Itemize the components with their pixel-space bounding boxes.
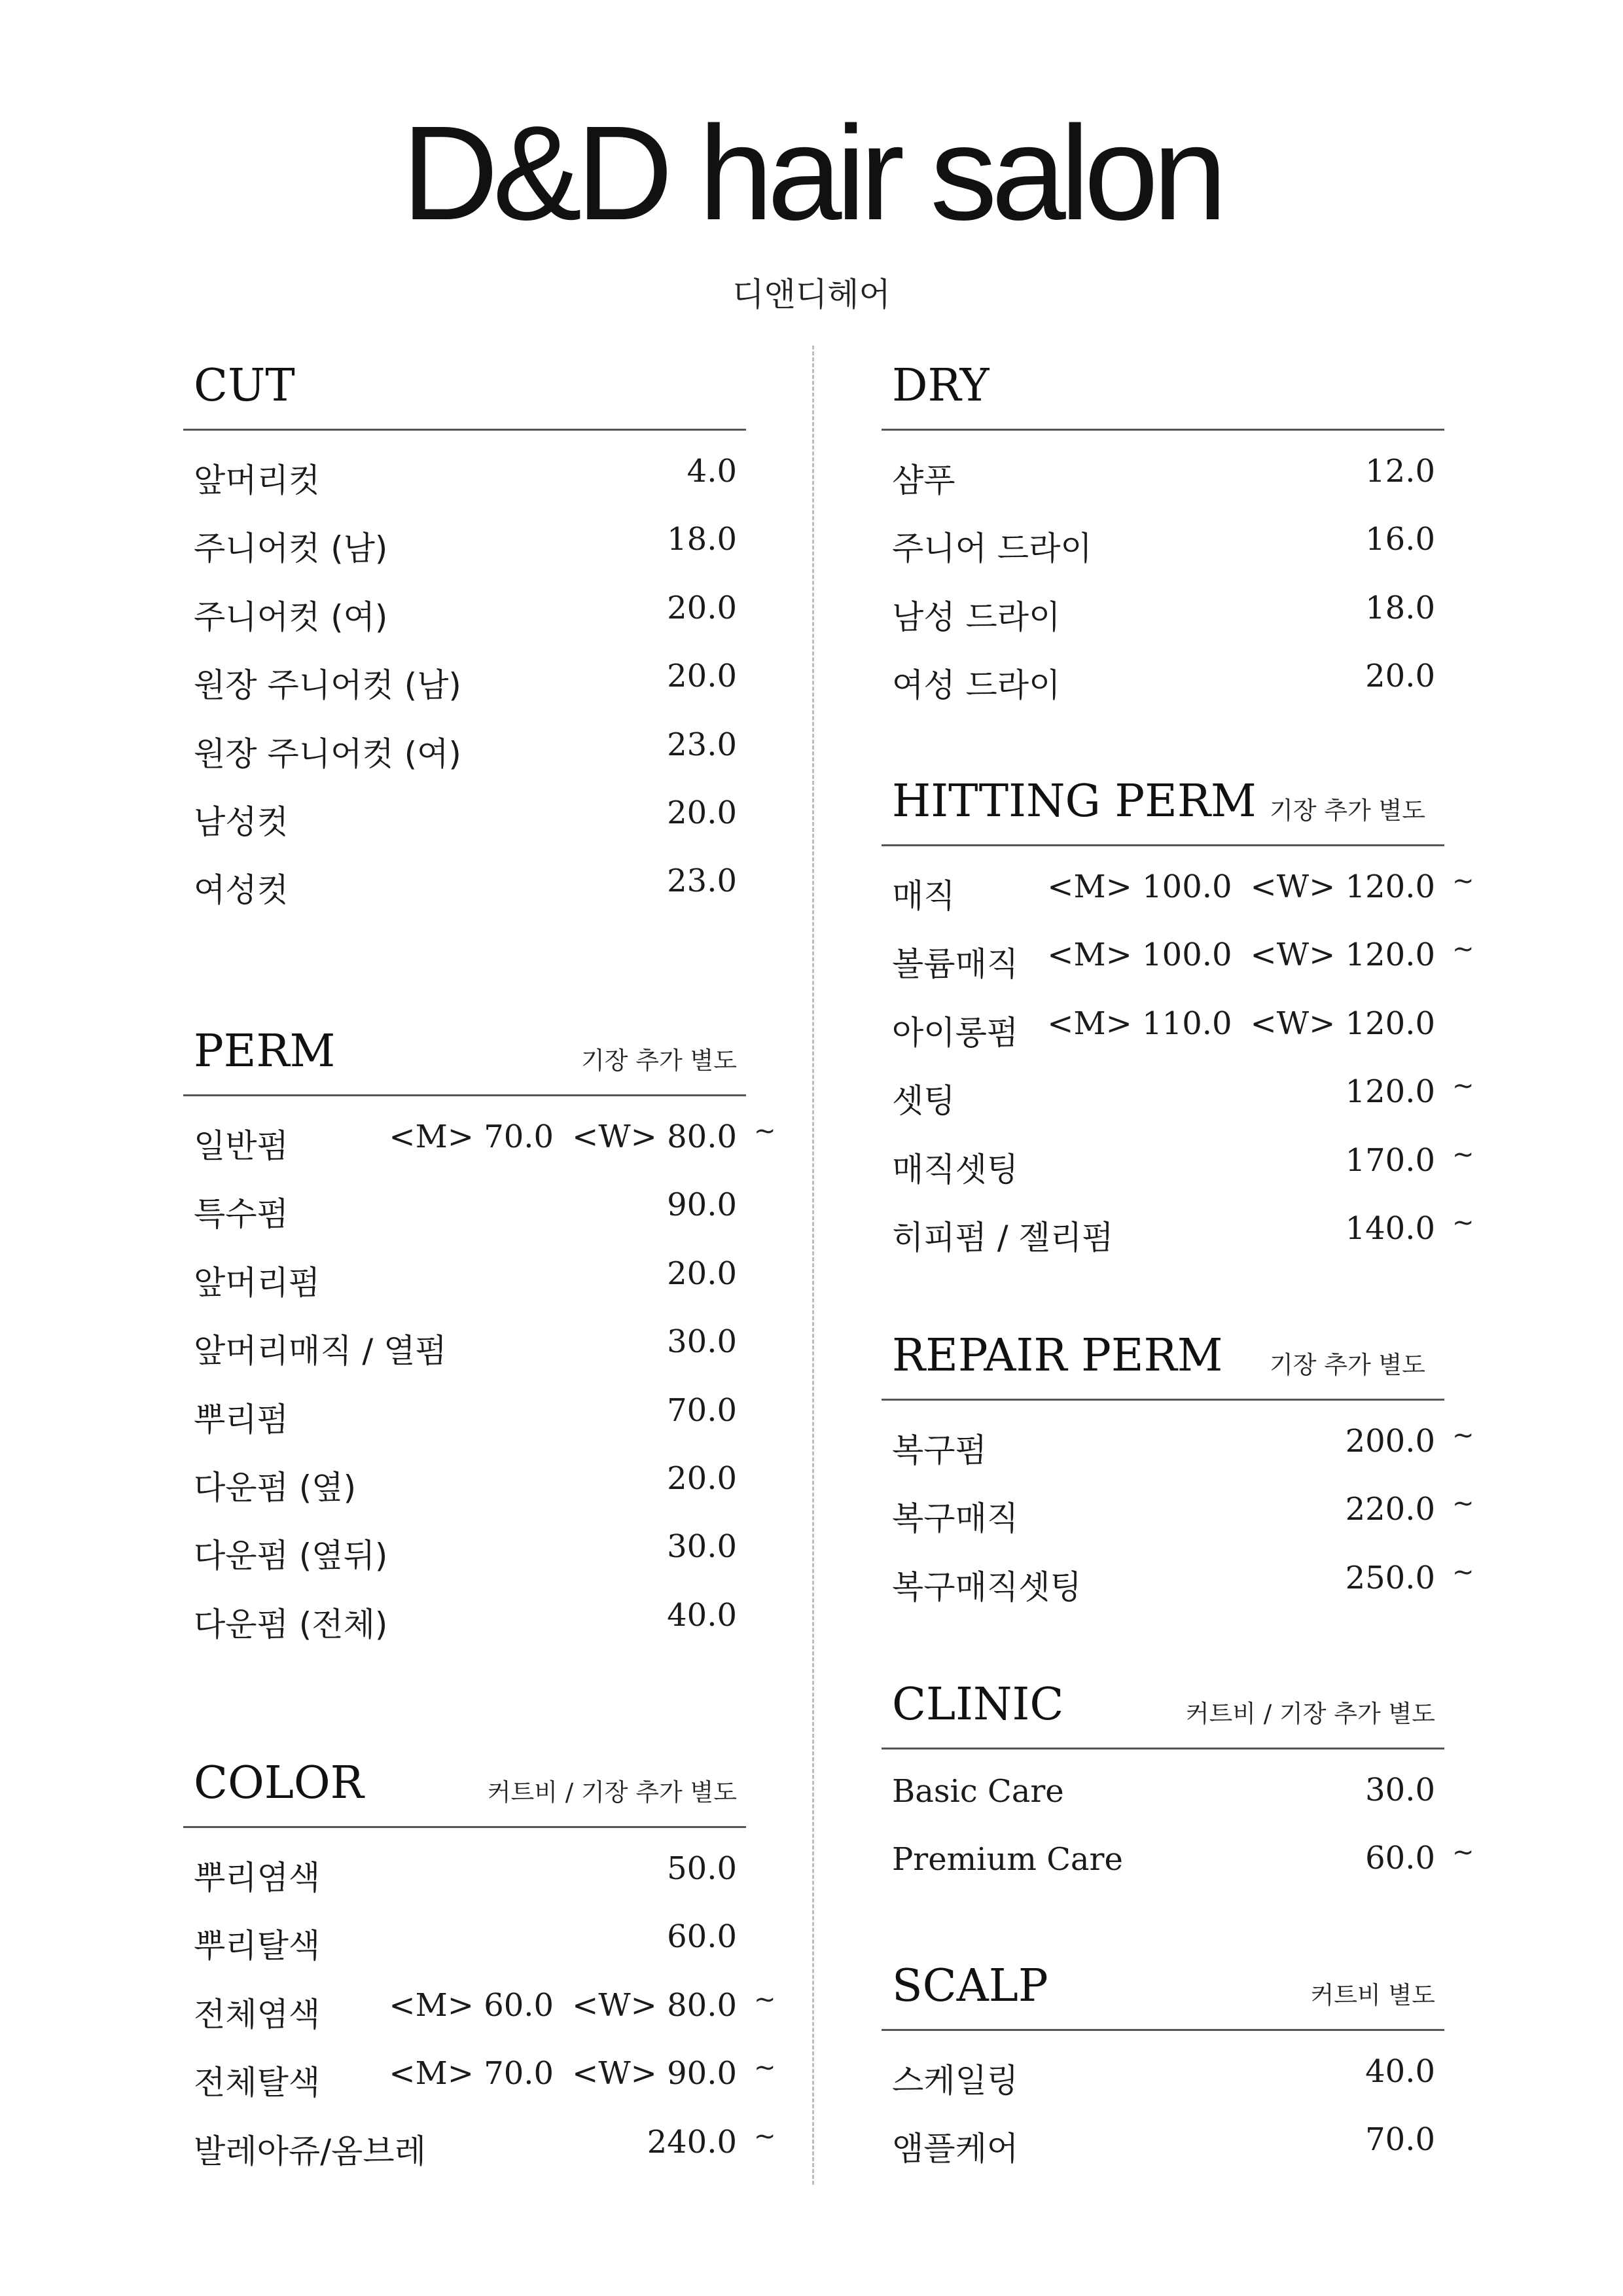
price-from-tilde: ~ — [754, 2053, 776, 2083]
section-items — [183, 1839, 776, 2180]
menu-item — [183, 715, 746, 783]
item-name: 발레아쥬/옴브레 — [194, 2132, 426, 2170]
section-title: COLOR — [194, 1757, 364, 1809]
menu-section-dry — [882, 357, 1444, 715]
item-name: 샴푸 — [892, 461, 955, 499]
price-from-tilde: ~ — [1452, 1488, 1474, 1519]
menu-section-color — [183, 1754, 776, 2180]
item-price — [389, 1987, 737, 2024]
item-price — [1047, 1005, 1435, 1042]
menu-item — [882, 994, 1444, 1062]
menu-item — [183, 1312, 746, 1380]
item-name: 앞머리컷 — [194, 461, 321, 499]
item-name: 뿌리펌 — [194, 1400, 289, 1439]
price-women: <W> 120.0 — [1250, 869, 1435, 905]
item-price — [1047, 937, 1435, 973]
menu-item — [882, 1411, 1474, 1479]
item-name: 일반펌 — [194, 1127, 289, 1165]
price-from-tilde: ~ — [1452, 866, 1474, 896]
price-men: <M> 70.0 — [389, 1119, 554, 1155]
salon-korean-name: 디앤디헤어 — [732, 276, 891, 314]
menu-item — [183, 1244, 746, 1312]
section-items — [882, 2041, 1444, 2178]
item-price: 200.0 — [1345, 1423, 1435, 1460]
price-from-tilde: ~ — [1452, 934, 1474, 965]
item-price: 20.0 — [1365, 658, 1435, 695]
item-price: 30.0 — [667, 1528, 737, 1566]
section-title: REPAIR PERM — [892, 1330, 1223, 1382]
item-name: 남성 드라이 — [892, 598, 1061, 636]
item-name: 다운펌 (옆) — [194, 1468, 357, 1507]
item-name: 주니어컷 (여) — [194, 598, 388, 636]
menu-item — [882, 646, 1444, 714]
menu-item — [882, 1548, 1474, 1616]
menu-item — [882, 441, 1444, 509]
item-name: 주니어컷 (남) — [194, 529, 388, 568]
menu-item — [183, 1975, 776, 2043]
menu-item — [183, 1839, 746, 1907]
item-price: 70.0 — [1365, 2121, 1435, 2159]
item-price: 18.0 — [1365, 589, 1435, 626]
item-name: 남성컷 — [194, 802, 289, 841]
price-women: <W> 90.0 — [572, 2055, 737, 2092]
item-name: 앞머리펌 — [194, 1263, 321, 1302]
item-price: 12.0 — [1365, 453, 1435, 490]
menu-section-scalp — [882, 1957, 1444, 2178]
price-from-tilde: ~ — [1452, 1207, 1474, 1238]
item-price: 90.0 — [667, 1187, 737, 1224]
price-women: <W> 120.0 — [1250, 937, 1435, 974]
item-price: 140.0 — [1345, 1210, 1435, 1247]
menu-item — [882, 925, 1474, 993]
item-name: 복구펌 — [892, 1431, 987, 1469]
item-name: 앰플케어 — [892, 2130, 1019, 2168]
menu-section-hitting-perm — [882, 772, 1474, 1266]
menu-item — [882, 578, 1444, 646]
section-header — [183, 1754, 746, 1828]
item-name: 복구매직셋팅 — [892, 1568, 1082, 1606]
item-name: 스케일링 — [892, 2062, 1019, 2100]
item-price — [1047, 869, 1435, 905]
section-note: 기장 추가 별도 — [581, 1047, 737, 1075]
menu-item — [183, 783, 746, 851]
section-items — [882, 1411, 1474, 1616]
menu-section-clinic — [882, 1676, 1474, 1897]
section-header — [882, 772, 1444, 846]
price-from-tilde: ~ — [754, 2121, 776, 2151]
item-name: 뿌리탈색 — [194, 1927, 321, 1965]
salon-logo: D&D hair salon — [401, 98, 1222, 248]
section-header — [882, 1327, 1444, 1401]
item-price: 23.0 — [667, 863, 737, 900]
section-note: 기장 추가 별도 — [1270, 1351, 1425, 1379]
menu-item — [183, 646, 746, 714]
item-name: 여성컷 — [194, 871, 289, 910]
menu-item — [183, 2112, 776, 2180]
item-name: 특수펌 — [194, 1195, 289, 1234]
item-price: 18.0 — [667, 521, 737, 558]
item-price: 120.0 — [1345, 1073, 1435, 1111]
section-items — [183, 441, 746, 920]
item-name: 볼륨매직 — [892, 945, 1019, 984]
section-note: 기장 추가 별도 — [1270, 797, 1425, 825]
item-name: 여성 드라이 — [892, 666, 1061, 705]
menu-item — [882, 1198, 1474, 1266]
price-men: <M> 70.0 — [389, 2055, 554, 2092]
price-from-tilde: ~ — [1452, 1071, 1474, 1102]
menu-section-repair-perm — [882, 1327, 1474, 1616]
item-price: 40.0 — [1365, 2053, 1435, 2090]
price-men: <M> 110.0 — [1047, 1005, 1232, 1042]
item-name: 다운펌 (옆뒤) — [194, 1537, 388, 1575]
section-note: 커트비 / 기장 추가 별도 — [1185, 1700, 1435, 1728]
menu-item — [882, 1760, 1444, 1828]
price-from-tilde: ~ — [1452, 1420, 1474, 1450]
item-price: 60.0 — [1365, 1840, 1435, 1877]
item-name: 히피펌 / 젤리펌 — [892, 1218, 1114, 1257]
section-title: HITTING PERM — [892, 776, 1257, 827]
price-women: <W> 80.0 — [572, 1986, 737, 2024]
menu-item — [183, 509, 746, 577]
item-price — [389, 1119, 737, 1155]
item-price: 60.0 — [667, 1918, 737, 1956]
item-price: 220.0 — [1345, 1491, 1435, 1528]
item-price — [389, 2055, 737, 2092]
item-name: 전체염색 — [194, 1995, 321, 2034]
item-price: 30.0 — [1365, 1772, 1435, 1808]
item-price: 20.0 — [667, 1255, 737, 1292]
menu-item — [183, 2043, 776, 2111]
menu-item — [882, 509, 1444, 577]
section-header — [882, 1957, 1444, 2031]
menu-item — [183, 441, 746, 509]
item-name: 복구매직 — [892, 1499, 1019, 1538]
item-name: 뿌리염색 — [194, 1859, 321, 1897]
item-price: 170.0 — [1345, 1141, 1435, 1179]
item-price: 4.0 — [687, 453, 737, 490]
menu-section-cut — [183, 357, 746, 920]
menu-item — [882, 1828, 1474, 1896]
item-price: 23.0 — [667, 726, 737, 763]
menu-item — [183, 851, 746, 919]
menu-item — [183, 578, 746, 646]
section-items — [882, 1760, 1474, 1897]
item-price: 30.0 — [667, 1323, 737, 1361]
section-items — [882, 441, 1444, 715]
price-from-tilde: ~ — [1452, 1837, 1474, 1868]
item-name: 다운펌 (전체) — [194, 1605, 388, 1643]
item-price: 20.0 — [667, 658, 737, 695]
menu-item — [183, 1175, 746, 1243]
menu-item — [183, 1907, 746, 1975]
menu-item — [882, 1479, 1474, 1547]
section-note: 커트비 / 기장 추가 별도 — [487, 1778, 737, 1806]
menu-item — [183, 1448, 746, 1516]
section-header — [183, 357, 746, 431]
menu-item — [882, 857, 1474, 925]
price-from-tilde: ~ — [754, 1116, 776, 1146]
section-title: DRY — [892, 360, 990, 412]
menu-header — [0, 98, 1623, 315]
item-name: 주니어 드라이 — [892, 529, 1092, 568]
item-name: 전체탈색 — [194, 2064, 321, 2102]
menu-item — [882, 2109, 1444, 2178]
section-title: SCALP — [892, 1960, 1048, 2012]
item-name: Premium Care — [892, 1841, 1123, 1878]
menu-item — [882, 1062, 1474, 1130]
section-header — [882, 357, 1444, 431]
item-price: 20.0 — [667, 589, 737, 626]
price-from-tilde: ~ — [1452, 1556, 1474, 1587]
price-men: <M> 60.0 — [389, 1986, 554, 2024]
section-title: PERM — [194, 1026, 336, 1077]
section-items — [183, 1107, 776, 1653]
menu-item — [183, 1585, 746, 1653]
section-header — [183, 1022, 746, 1096]
item-name: 셋팅 — [892, 1082, 955, 1121]
menu-section-perm — [183, 1022, 776, 1653]
item-name: 원장 주니어컷 (여) — [194, 734, 461, 773]
price-women: <W> 120.0 — [1250, 1005, 1435, 1042]
column-divider — [812, 346, 814, 2185]
section-title: CUT — [194, 360, 295, 412]
menu-item — [882, 2041, 1444, 2109]
price-women: <W> 80.0 — [572, 1119, 737, 1155]
price-men: <M> 100.0 — [1047, 937, 1232, 974]
item-price: 240.0 — [647, 2123, 737, 2161]
menu-item — [183, 1107, 776, 1175]
section-items — [882, 857, 1474, 1266]
item-price: 16.0 — [1365, 521, 1435, 558]
item-name: 매직셋팅 — [892, 1150, 1019, 1189]
menu-item — [183, 1516, 746, 1585]
item-name: 원장 주니어컷 (남) — [194, 666, 461, 705]
item-price: 40.0 — [667, 1596, 737, 1634]
item-price: 50.0 — [667, 1850, 737, 1887]
section-header — [882, 1676, 1444, 1749]
menu-item — [183, 1380, 746, 1448]
item-price: 20.0 — [667, 1460, 737, 1497]
item-price: 250.0 — [1345, 1559, 1435, 1596]
section-title: CLINIC — [892, 1679, 1064, 1731]
section-note: 커트비 별도 — [1310, 1981, 1435, 2009]
item-price: 70.0 — [667, 1391, 737, 1429]
item-price: 20.0 — [667, 794, 737, 831]
item-name: 매직 — [892, 877, 955, 915]
item-name: 앞머리매직 / 열펌 — [194, 1332, 447, 1371]
price-from-tilde: ~ — [754, 1984, 776, 2015]
price-from-tilde: ~ — [1452, 1139, 1474, 1170]
menu-item — [882, 1130, 1474, 1198]
item-name: Basic Care — [892, 1773, 1064, 1810]
price-men: <M> 100.0 — [1047, 869, 1232, 905]
item-name: 아이롱펌 — [892, 1013, 1019, 1052]
